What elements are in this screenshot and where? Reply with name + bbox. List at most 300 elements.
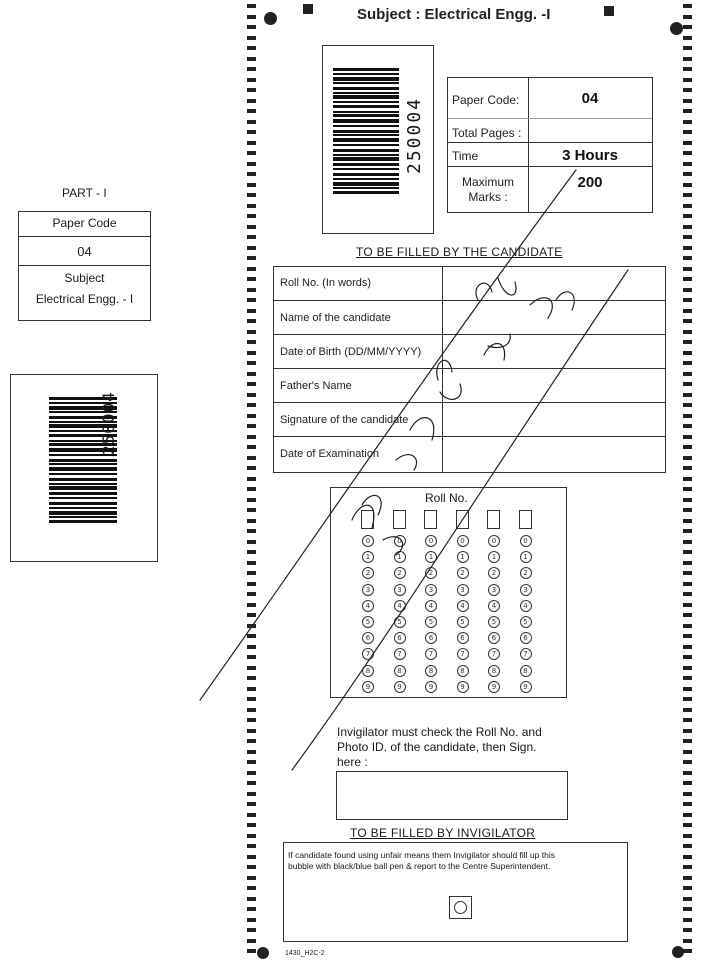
perforation-mark (683, 666, 692, 670)
unfair-means-note-line2: bubble with black/blue ball pen & report to the Centre Superintendent. (288, 861, 551, 871)
perforation-mark (683, 67, 692, 71)
perforation-mark (247, 487, 256, 491)
max-marks-label-line1: Maximum (461, 175, 514, 189)
roll-bubble[interactable]: 9 (488, 681, 500, 693)
perforation-mark (683, 529, 692, 533)
candidate-row-exam-date[interactable] (274, 436, 665, 472)
roll-bubble[interactable]: 8 (488, 665, 500, 677)
perforation-mark (683, 340, 692, 344)
stub-paper-code-label: Paper Code (52, 216, 117, 230)
perforation-mark (247, 739, 256, 743)
roll-bubble[interactable]: 0 (520, 535, 532, 547)
perforation-mark (683, 582, 692, 586)
roll-bubble[interactable]: 3 (394, 584, 406, 596)
perforation-mark (247, 372, 256, 376)
roll-number-grid (330, 487, 567, 698)
stub-paper-code-value: 04 (77, 244, 92, 259)
right-perforation (683, 0, 695, 964)
roll-grid-title: Roll No. (425, 491, 468, 505)
exam-date-label: Date of Examination (280, 448, 380, 460)
perforation-mark (683, 141, 692, 145)
total-pages-label: Total Pages : (452, 126, 522, 140)
perforation-mark (683, 403, 692, 407)
perforation-mark (247, 4, 256, 8)
candidate-row-father[interactable] (274, 368, 665, 403)
perforation-mark (683, 456, 692, 460)
perforation-mark (247, 855, 256, 859)
perforation-mark (683, 718, 692, 722)
roll-bubble[interactable]: 9 (457, 681, 469, 693)
roll-bubble[interactable]: 1 (425, 551, 437, 563)
perforation-mark (247, 57, 256, 61)
perforation-mark (683, 676, 692, 680)
roll-bubble[interactable]: 7 (457, 648, 469, 660)
perforation-mark (683, 414, 692, 418)
right-bottom-timing-dot (672, 946, 684, 958)
perforation-mark (247, 886, 256, 890)
perforation-mark (247, 666, 256, 670)
roll-bubble[interactable]: 4 (488, 600, 500, 612)
unfair-means-box (283, 842, 628, 942)
perforation-mark (683, 855, 692, 859)
perforation-mark (683, 109, 692, 113)
roll-bubble[interactable]: 7 (394, 648, 406, 660)
roll-bubble[interactable]: 6 (457, 632, 469, 644)
roll-digit-box[interactable] (361, 510, 374, 529)
roll-bubble[interactable]: 4 (457, 600, 469, 612)
perforation-mark (247, 120, 256, 124)
perforation-mark (247, 540, 256, 544)
perforation-mark (683, 760, 692, 764)
roll-bubble[interactable]: 6 (362, 632, 374, 644)
perforation-mark (247, 603, 256, 607)
perforation-mark (683, 256, 692, 260)
stub-info-box (18, 211, 151, 321)
roll-bubble[interactable]: 3 (457, 584, 469, 596)
roll-bubble[interactable]: 0 (362, 535, 374, 547)
perforation-mark (247, 571, 256, 575)
invigilator-signature-box[interactable] (336, 771, 568, 820)
main-barcode-number: 250004 (404, 96, 425, 174)
roll-bubble[interactable]: 0 (425, 535, 437, 547)
perforation-mark (247, 25, 256, 29)
invigilator-check-line3: here : (337, 755, 368, 769)
perforation-mark (247, 424, 256, 428)
roll-bubble[interactable]: 4 (362, 600, 374, 612)
perforation-mark (247, 697, 256, 701)
perforation-mark (247, 582, 256, 586)
perforation-mark (683, 834, 692, 838)
perforation-mark (247, 361, 256, 365)
perforation-mark (247, 949, 256, 953)
perforation-mark (683, 4, 692, 8)
roll-bubble[interactable]: 0 (488, 535, 500, 547)
roll-bubble[interactable]: 9 (520, 681, 532, 693)
perforation-mark (247, 414, 256, 418)
perforation-mark (247, 823, 256, 827)
perforation-mark (247, 172, 256, 176)
perforation-mark (247, 183, 256, 187)
perforation-mark (247, 771, 256, 775)
perforation-mark (683, 267, 692, 271)
perforation-mark (247, 645, 256, 649)
roll-bubble[interactable]: 5 (362, 616, 374, 628)
perforation-mark (247, 46, 256, 50)
perforation-mark (247, 529, 256, 533)
perforation-mark (683, 151, 692, 155)
father-name-label: Father's Name (280, 380, 352, 392)
paper-info-table (447, 77, 653, 213)
roll-bubble[interactable]: 5 (425, 616, 437, 628)
perforation-mark (683, 823, 692, 827)
roll-bubble[interactable]: 9 (362, 681, 374, 693)
perforation-mark (247, 36, 256, 40)
roll-bubble[interactable]: 8 (394, 665, 406, 677)
perforation-mark (247, 298, 256, 302)
perforation-mark (683, 865, 692, 869)
perforation-mark (247, 351, 256, 355)
perforation-mark (247, 498, 256, 502)
perforation-mark (683, 78, 692, 82)
roll-bubble[interactable]: 6 (425, 632, 437, 644)
perforation-mark (683, 246, 692, 250)
perforation-mark (247, 15, 256, 19)
perforation-mark (683, 949, 692, 953)
left-perforation (247, 0, 259, 964)
roll-bubble[interactable]: 9 (425, 681, 437, 693)
header-right-square-mark (604, 6, 614, 16)
perforation-mark (247, 834, 256, 838)
perforation-mark (247, 99, 256, 103)
perforation-mark (247, 561, 256, 565)
perforation-mark (247, 288, 256, 292)
perforation-mark (247, 246, 256, 250)
perforation-mark (683, 519, 692, 523)
roll-bubble[interactable]: 7 (488, 648, 500, 660)
perforation-mark (247, 340, 256, 344)
main-barcode-box (322, 45, 434, 234)
perforation-mark (683, 477, 692, 481)
perforation-mark (683, 886, 692, 890)
perforation-mark (247, 802, 256, 806)
roll-bubble[interactable]: 3 (488, 584, 500, 596)
candidate-section-heading: TO BE FILLED BY THE CANDIDATE (356, 245, 563, 259)
roll-bubble[interactable]: 1 (488, 551, 500, 563)
roll-bubble[interactable]: 8 (520, 665, 532, 677)
perforation-mark (247, 277, 256, 281)
perforation-mark (683, 298, 692, 302)
perforation-mark (247, 519, 256, 523)
main-barcode (333, 68, 399, 213)
perforation-mark (683, 183, 692, 187)
perforation-mark (683, 655, 692, 659)
left-bottom-timing-dot (257, 947, 269, 959)
roll-bubble[interactable]: 6 (394, 632, 406, 644)
perforation-mark (247, 445, 256, 449)
perforation-mark (247, 151, 256, 155)
perforation-mark (683, 319, 692, 323)
perforation-mark (247, 844, 256, 848)
perforation-mark (683, 802, 692, 806)
perforation-mark (247, 435, 256, 439)
perforation-mark (247, 267, 256, 271)
perforation-mark (683, 372, 692, 376)
perforation-mark (683, 540, 692, 544)
perforation-mark (247, 330, 256, 334)
perforation-mark (247, 309, 256, 313)
roll-bubble[interactable]: 2 (488, 567, 500, 579)
perforation-mark (247, 456, 256, 460)
perforation-mark (247, 634, 256, 638)
perforation-mark (683, 382, 692, 386)
roll-bubble[interactable]: 3 (425, 584, 437, 596)
perforation-mark (683, 708, 692, 712)
perforation-mark (247, 781, 256, 785)
roll-bubble[interactable]: 2 (362, 567, 374, 579)
stub-barcode-box (10, 374, 158, 562)
perforation-mark (247, 477, 256, 481)
roll-bubble[interactable]: 4 (394, 600, 406, 612)
candidate-name-label: Name of the candidate (280, 312, 391, 324)
perforation-mark (683, 750, 692, 754)
roll-words-label: Roll No. (In words) (280, 277, 372, 289)
candidate-row-name[interactable] (274, 300, 665, 335)
right-top-timing-dot (670, 22, 683, 35)
perforation-mark (683, 897, 692, 901)
perforation-mark (247, 655, 256, 659)
perforation-mark (247, 550, 256, 554)
roll-bubble[interactable]: 1 (362, 551, 374, 563)
form-code: 1430_H2C-2 (285, 950, 325, 957)
candidate-row-roll-words[interactable] (274, 266, 665, 300)
perforation-mark (683, 120, 692, 124)
perforation-mark (683, 771, 692, 775)
perforation-mark (683, 645, 692, 649)
perforation-mark (247, 897, 256, 901)
perforation-mark (247, 225, 256, 229)
roll-bubble[interactable]: 8 (425, 665, 437, 677)
perforation-mark (247, 792, 256, 796)
perforation-mark (683, 624, 692, 628)
roll-bubble[interactable]: 3 (520, 584, 532, 596)
perforation-mark (247, 235, 256, 239)
perforation-mark (683, 393, 692, 397)
perforation-mark (683, 844, 692, 848)
header-left-square-mark (303, 4, 313, 14)
perforation-mark (247, 382, 256, 386)
candidate-details-table (273, 266, 666, 473)
perforation-mark (683, 603, 692, 607)
perforation-mark (247, 624, 256, 628)
roll-digit-box[interactable] (456, 510, 469, 529)
perforation-mark (247, 214, 256, 218)
perforation-mark (247, 319, 256, 323)
perforation-mark (683, 204, 692, 208)
perforation-mark (247, 760, 256, 764)
stub-subject-value: Electrical Engg. - I (35, 292, 134, 306)
perforation-mark (247, 592, 256, 596)
perforation-mark (247, 750, 256, 754)
perforation-mark (683, 876, 692, 880)
perforation-mark (683, 172, 692, 176)
perforation-mark (683, 939, 692, 943)
perforation-mark (247, 393, 256, 397)
invigilator-check-line1: Invigilator must check the Roll No. and (337, 725, 542, 739)
roll-bubble[interactable]: 1 (394, 551, 406, 563)
roll-bubble[interactable]: 8 (362, 665, 374, 677)
perforation-mark (683, 193, 692, 197)
perforation-mark (247, 78, 256, 82)
perforation-mark (683, 561, 692, 565)
roll-bubble[interactable]: 1 (520, 551, 532, 563)
stub-part-label: PART - I (62, 186, 107, 200)
perforation-mark (683, 592, 692, 596)
perforation-mark (683, 57, 692, 61)
perforation-mark (683, 550, 692, 554)
perforation-mark (683, 88, 692, 92)
perforation-mark (247, 130, 256, 134)
perforation-mark (247, 613, 256, 617)
perforation-mark (683, 25, 692, 29)
roll-digit-box[interactable] (487, 510, 500, 529)
dob-label: Date of Birth (DD/MM/YYYY) (280, 346, 422, 358)
unfair-means-note-line1: If candidate found using unfair means them Invigilator should fill up this (288, 850, 555, 860)
max-marks-label-line2: Marks : (468, 190, 508, 204)
invigilator-section-heading: TO BE FILLED BY INVIGILATOR (350, 826, 536, 840)
subject-title: Subject : Electrical Engg. -I (357, 6, 551, 23)
perforation-mark (683, 435, 692, 439)
perforation-mark (683, 445, 692, 449)
perforation-mark (247, 193, 256, 197)
stub-subject-label: Subject (64, 271, 105, 285)
perforation-mark (247, 939, 256, 943)
perforation-mark (683, 214, 692, 218)
roll-bubble[interactable]: 5 (520, 616, 532, 628)
perforation-mark (683, 781, 692, 785)
candidate-row-signature[interactable] (274, 402, 665, 437)
paper-code-value: 04 (581, 90, 599, 107)
perforation-mark (683, 330, 692, 334)
perforation-mark (247, 676, 256, 680)
perforation-mark (683, 15, 692, 19)
perforation-mark (247, 708, 256, 712)
perforation-mark (247, 67, 256, 71)
roll-bubble[interactable]: 9 (394, 681, 406, 693)
perforation-mark (247, 876, 256, 880)
roll-bubble[interactable]: 2 (520, 567, 532, 579)
roll-bubble[interactable]: 4 (425, 600, 437, 612)
roll-bubble[interactable]: 1 (457, 551, 469, 563)
perforation-mark (247, 403, 256, 407)
roll-digit-box[interactable] (424, 510, 437, 529)
perforation-mark (247, 918, 256, 922)
roll-bubble[interactable]: 0 (394, 535, 406, 547)
perforation-mark (683, 697, 692, 701)
perforation-mark (683, 361, 692, 365)
roll-digit-box[interactable] (393, 510, 406, 529)
perforation-mark (683, 46, 692, 50)
perforation-mark (683, 225, 692, 229)
roll-bubble[interactable]: 2 (394, 567, 406, 579)
perforation-mark (683, 288, 692, 292)
perforation-mark (683, 687, 692, 691)
perforation-mark (683, 277, 692, 281)
perforation-mark (683, 729, 692, 733)
roll-bubble[interactable]: 3 (362, 584, 374, 596)
unfair-means-bubble[interactable] (454, 901, 467, 914)
perforation-mark (683, 162, 692, 166)
perforation-mark (683, 487, 692, 491)
perforation-mark (247, 466, 256, 470)
roll-bubble[interactable]: 6 (520, 632, 532, 644)
roll-bubble[interactable]: 7 (425, 648, 437, 660)
roll-bubble[interactable]: 2 (457, 567, 469, 579)
roll-bubble[interactable]: 5 (457, 616, 469, 628)
perforation-mark (683, 424, 692, 428)
left-top-timing-dot (264, 12, 277, 25)
perforation-mark (683, 613, 692, 617)
perforation-mark (683, 907, 692, 911)
perforation-mark (683, 739, 692, 743)
perforation-mark (683, 792, 692, 796)
roll-bubble[interactable]: 0 (457, 535, 469, 547)
perforation-mark (683, 813, 692, 817)
perforation-mark (247, 109, 256, 113)
perforation-mark (247, 508, 256, 512)
roll-bubble[interactable]: 7 (520, 648, 532, 660)
perforation-mark (247, 813, 256, 817)
roll-bubble[interactable]: 5 (488, 616, 500, 628)
time-label: Time (452, 149, 479, 163)
perforation-mark (247, 162, 256, 166)
perforation-mark (247, 141, 256, 145)
perforation-mark (683, 498, 692, 502)
perforation-mark (247, 687, 256, 691)
perforation-mark (247, 88, 256, 92)
roll-bubble[interactable]: 4 (520, 600, 532, 612)
candidate-row-dob[interactable] (274, 334, 665, 369)
perforation-mark (247, 729, 256, 733)
roll-bubble[interactable]: 7 (362, 648, 374, 660)
roll-digit-box[interactable] (519, 510, 532, 529)
perforation-mark (683, 36, 692, 40)
perforation-mark (247, 907, 256, 911)
perforation-mark (683, 928, 692, 932)
perforation-mark (683, 99, 692, 103)
perforation-mark (247, 256, 256, 260)
perforation-mark (683, 634, 692, 638)
perforation-mark (683, 130, 692, 134)
signature-label: Signature of the candidate (280, 414, 409, 426)
stub-barcode-number: 250004 (99, 391, 118, 455)
time-value: 3 Hours (562, 147, 618, 164)
paper-code-label: Paper Code: (452, 93, 520, 107)
roll-bubble[interactable]: 6 (488, 632, 500, 644)
roll-bubble[interactable]: 5 (394, 616, 406, 628)
perforation-mark (683, 918, 692, 922)
perforation-mark (683, 351, 692, 355)
perforation-mark (683, 571, 692, 575)
perforation-mark (683, 508, 692, 512)
roll-bubble[interactable]: 2 (425, 567, 437, 579)
perforation-mark (683, 309, 692, 313)
perforation-mark (683, 466, 692, 470)
perforation-mark (247, 204, 256, 208)
roll-bubble[interactable]: 8 (457, 665, 469, 677)
invigilator-check-line2: Photo ID. of the candidate, then Sign. (337, 740, 537, 754)
max-marks-value: 200 (577, 174, 603, 191)
perforation-mark (247, 718, 256, 722)
